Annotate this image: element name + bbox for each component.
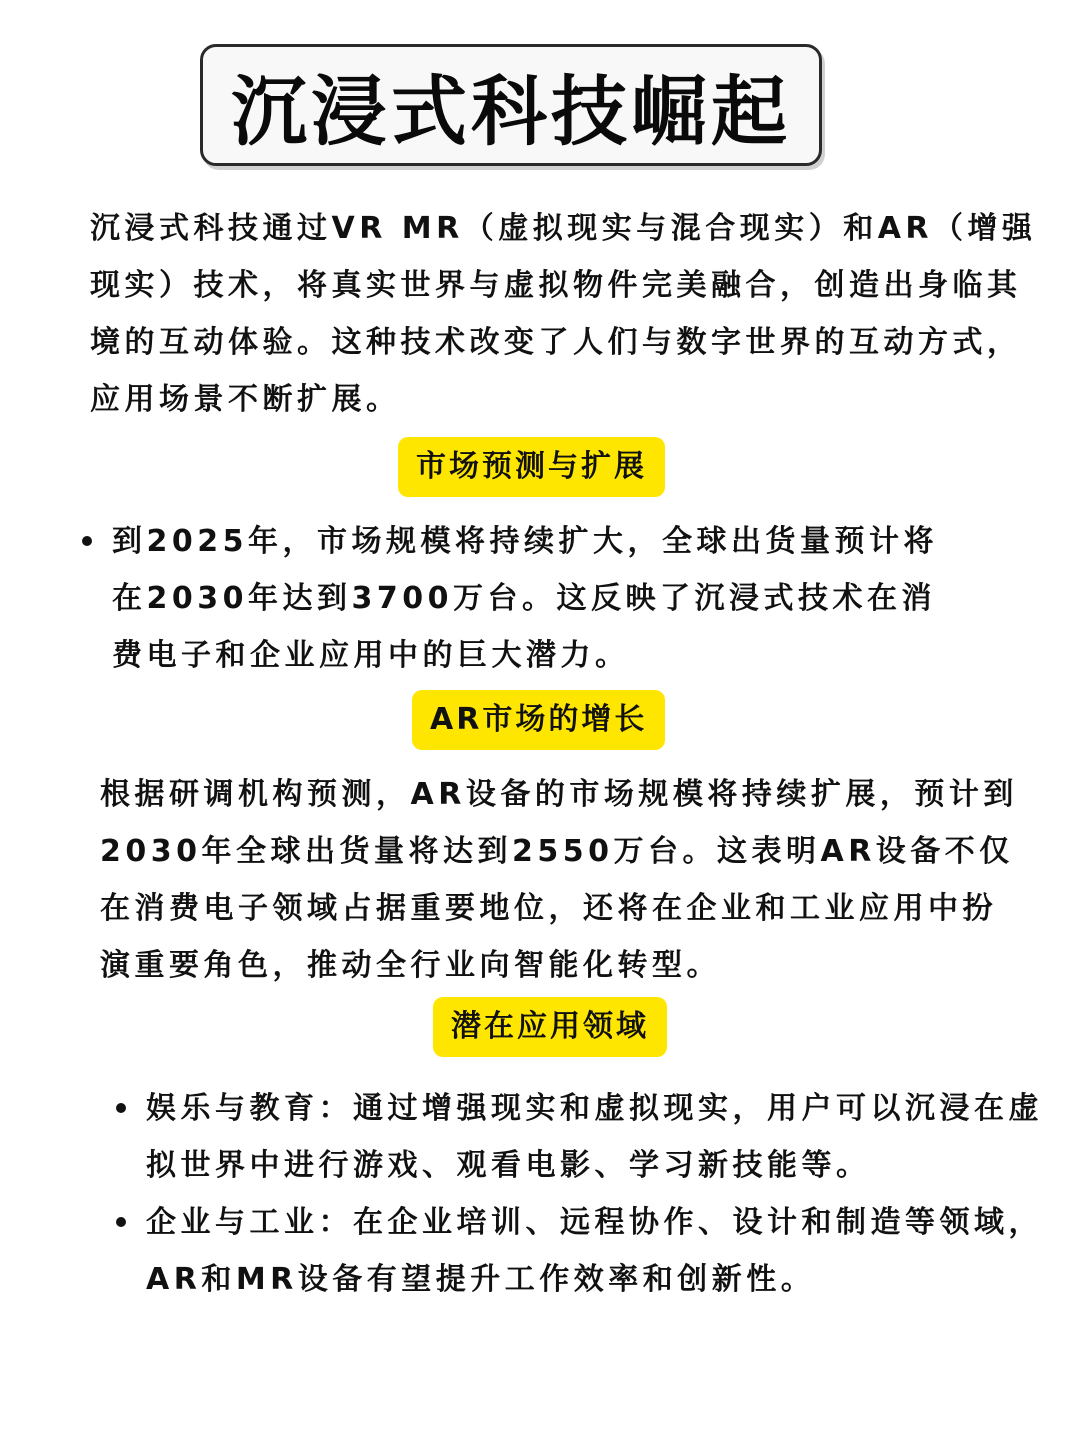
applications-list [112,1080,1057,1308]
list-item-text: 企业与工业：在企业培训、远程协作、设计和制造等领域，AR和MR设备有望提升工作效率和创新性。 [146,1205,1043,1297]
section-heading-market-forecast: 市场预测与扩展 [398,437,665,497]
bullet-dot-icon [116,1217,126,1227]
intro-paragraph: 沉浸式科技通过VR MR（虚拟现实与混合现实）和AR（增强现实）技术，将真实世界与虚拟物件完美融合，创造出身临其境的互动体验。这种技术改变了人们与数字世界的互动方式，应用场景不断扩展。 [90,211,1037,417]
list-item-text: 娱乐与教育：通过增强现实和虚拟现实，用户可以沉浸在虚拟世界中进行游戏、观看电影、学习新技能等。 [146,1091,1043,1183]
page-title: 沉浸式科技崛起 [231,66,791,156]
list-item-text: 到2025年，市场规模将持续扩大，全球出货量预计将在2030年达到3700万台。这反映了沉浸式技术在消费电子和企业应用中的巨大潜力。 [112,524,938,673]
bullet-dot-icon [116,1103,126,1113]
section-heading-applications: 潜在应用领域 [433,997,667,1057]
ar-growth-paragraph: 根据研调机构预测，AR设备的市场规模将持续扩展，预计到2030年全球出货量将达到2550万台。这表明AR设备不仅在消费电子领域占据重要地位，还将在企业和工业应用中扮演重要角色，推动全行业向智能化转型。 [100,777,1018,983]
title-box [200,44,822,166]
market-forecast-list [80,513,970,684]
bullet-dot-icon [82,536,92,546]
section-heading-ar-growth: AR市场的增长 [412,690,665,750]
list-item [112,1194,1057,1308]
list-item [112,1080,1057,1194]
list-item [80,513,970,684]
